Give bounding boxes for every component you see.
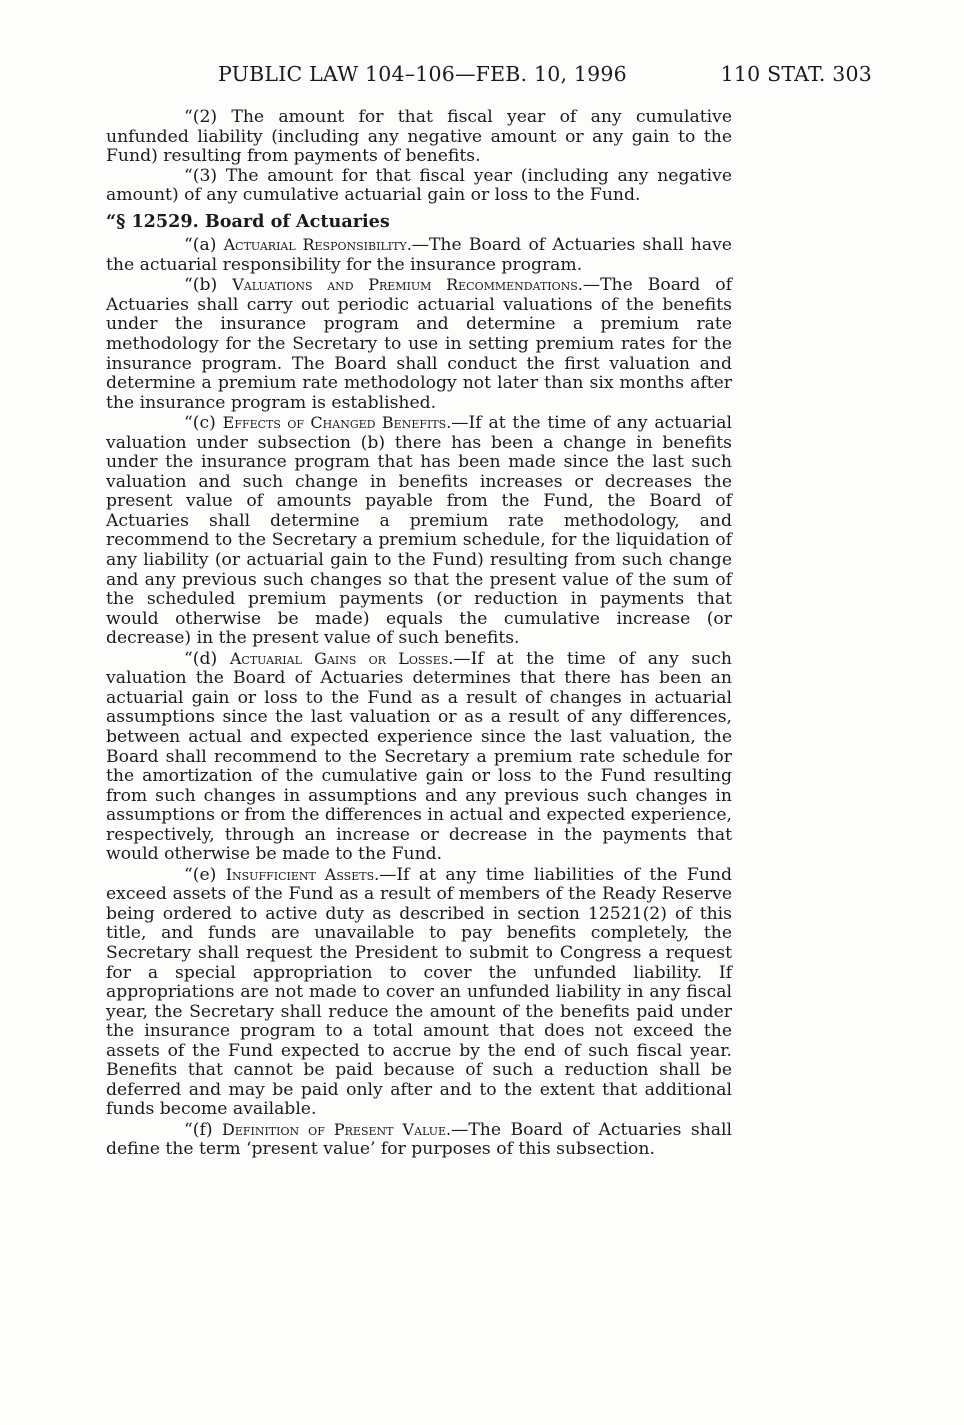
subsection-e-prefix: “(e) (184, 864, 226, 885)
subsection-d-text: —If at the time of any such valuation the Board of Actuaries determines that there has been an actuarial gain or loss to the Fund as a result of changes in actuarial assumptions since the last valuation or as a result of any differences, between actual and expected experience since the last valuation, the Board shall recommend to the Secretary a premium rate schedule for the amortization of the cumulative gain or loss to the Fund resulting from such changes in assumptions and any previous such changes in assumptions or from the differences in actual and expected experience, respectively, through an increase or decrease in the payments that would otherwise be made to the Fund. (106, 648, 732, 865)
document-body (106, 108, 732, 1160)
subsection-d (106, 649, 732, 865)
subsection-c-text: —If at the time of any actuarial valuation under subsection (b) there has been a change in benefits under the insurance program that has been made since the last such valuation and such change in benefits increases or decreases the present value of amounts payable from the Fund, the Board of Actuaries shall determine a premium rate methodology, and recommend to the Secretary a premium schedule, for the liquidation of any liability (or actuarial gain to the Fund) resulting from such change and any previous such changes so that the present value of the sum of the scheduled premium payments (or reduction in payments that would otherwise be made) equals the cumulative increase (or decrease) in the present value of such benefits. (106, 413, 732, 649)
subsection-b (106, 275, 732, 413)
subsection-f-prefix: “(f) (184, 1119, 222, 1140)
subsection-b-prefix: “(b) (184, 275, 233, 296)
paragraph-2: “(2) The amount for that fiscal year of any cumulative unfunded liability (including any negative amount or any gain to the Fund) resulting from payments of benefits. (106, 107, 732, 167)
section-heading: “§ 12529. Board of Actuaries (106, 210, 390, 232)
subsection-a (106, 235, 732, 275)
subsection-f-text: —The Board of Actuaries shall define the term ‘present value’ for purposes of this subsection. (106, 1119, 733, 1160)
paragraph-3: “(3) The amount for that fiscal year (including any negative amount) of any cumulative actuarial gain or loss to the Fund. (106, 165, 732, 206)
subsection-a-caption: Actuarial Responsibility. (223, 235, 412, 255)
header-stat-page: 110 STAT. 303 (720, 62, 872, 86)
subsection-e-caption: Insufficient Assets. (225, 864, 380, 884)
subsection-f-caption: Definition of Present Value. (222, 1119, 452, 1139)
subsection-d-caption: Actuarial Gains or Losses. (229, 648, 454, 668)
subsection-d-prefix: “(d) (184, 648, 230, 669)
header-law-citation: PUBLIC LAW 104–106—FEB. 10, 1996 (218, 62, 627, 86)
subsection-f (106, 1120, 732, 1160)
subsection-a-prefix: “(a) (184, 235, 224, 256)
subsection-c-caption: Effects of Changed Benefits. (222, 413, 452, 433)
subsection-b-text: —The Board of Actuaries shall carry out periodic actuarial valuations of the benefits under the insurance program and determine a premium rate methodology for the Secretary to use in setting premium rates for the insurance program. The Board shall conduct the first valuation and determine a premium rate methodology not later than six months after the insurance program is established. (106, 275, 732, 413)
subsection-a-text: —The Board of Actuaries shall have the actuarial responsibility for the insurance program. (106, 235, 732, 275)
subsection-e-text: —If at any time liabilities of the Fund exceed assets of the Fund as a result of members of the Ready Reserve being ordered to active duty as described in section 12521(2) of this title, and funds are unavailable to pay benefits completely, the Secretary shall request the President to submit to Congress a request for a special appropriation to cover the unfunded liability. If appropriations are not made to cover an unfunded liability in any fiscal year, the Secretary shall reduce the amount of the benefits paid under the insurance program to a total amount that does not exceed the assets of the Fund expected to accrue by the end of such fiscal year. Benefits that cannot be paid because of such a reduction shall be deferred and may be paid only after and to the extent that additional funds become available. (106, 864, 732, 1120)
subsection-c (106, 413, 732, 649)
running-header (218, 62, 872, 88)
subsection-b-caption: Valuations and Premium Recommendations. (232, 275, 583, 295)
subsection-e (106, 865, 732, 1120)
subsection-c-prefix: “(c) (184, 413, 223, 434)
